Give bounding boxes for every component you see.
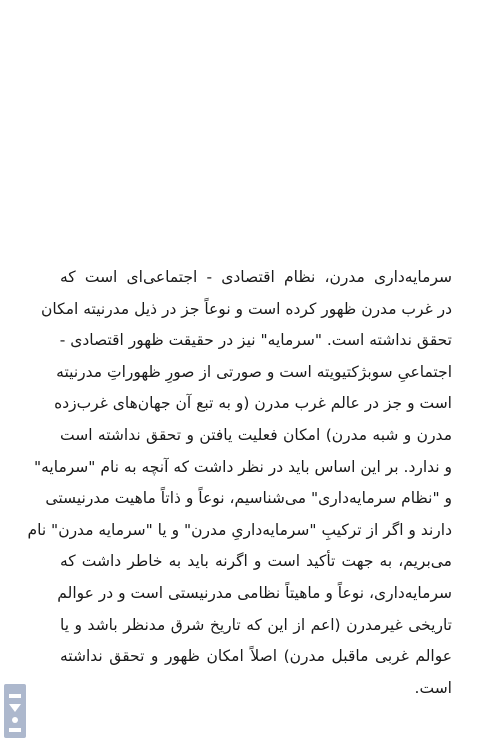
text-line: است. — [414, 678, 452, 697]
text-line: است و جز در عالم غرب مدرن (و به تبع آن جهان‌های غرب‌زده — [54, 394, 452, 413]
text-line: تحقق نداشته است. "سرمایه" نیز در حقیقت ظهور اقتصادی - — [59, 331, 452, 350]
text-line: و ندارد. بر این اساس باید در نظر داشت که آنچه به نام "سرمایه" — [33, 457, 452, 476]
body-paragraph — [27, 262, 452, 704]
logo-mark-icon — [2, 682, 28, 740]
text-line: و "نظام سرمایه‌داری" می‌شناسیم، نوعاً و ذاتاً ماهیت مدرنیستی — [45, 489, 452, 508]
text-line: مدرن و شبه مدرن) امکان فعلیت یافتن و تحقق نداشته است — [60, 425, 452, 444]
text-line: عوالم غربی ماقبل مدرن) اصلاً امکان ظهور و تحقق نداشته — [60, 647, 452, 666]
text-line: می‌بریم، به جهت تأکید است و اگرنه باید به خاطر داشت که — [60, 552, 452, 571]
text-line: تاریخی غیرمدرن (اعم از این که تاریخ شرق مدنظر باشد و یا — [60, 615, 452, 634]
text-line: دارند و اگر از ترکیبِ "سرمایه‌داریِ مدرن" و یا "سرمایه مدرن" نام — [27, 520, 452, 539]
text-line: اجتماعیِ سوبژکتیویته است و صورتی از صورِ ظهوراتِ مدرنیته — [56, 362, 452, 381]
text-line: در غرب مدرن ظهور کرده است و نوعاً جز در ذیل مدرنیته امکان — [41, 299, 452, 318]
text-line: سرمایه‌داری مدرن، نظام اقتصادی - اجتماعی‌ای است که — [60, 268, 452, 286]
text-line: سرمایه‌داری، نوعاً و ماهیتاً نظامی مدرنیستی است و در عوالم — [57, 583, 452, 602]
